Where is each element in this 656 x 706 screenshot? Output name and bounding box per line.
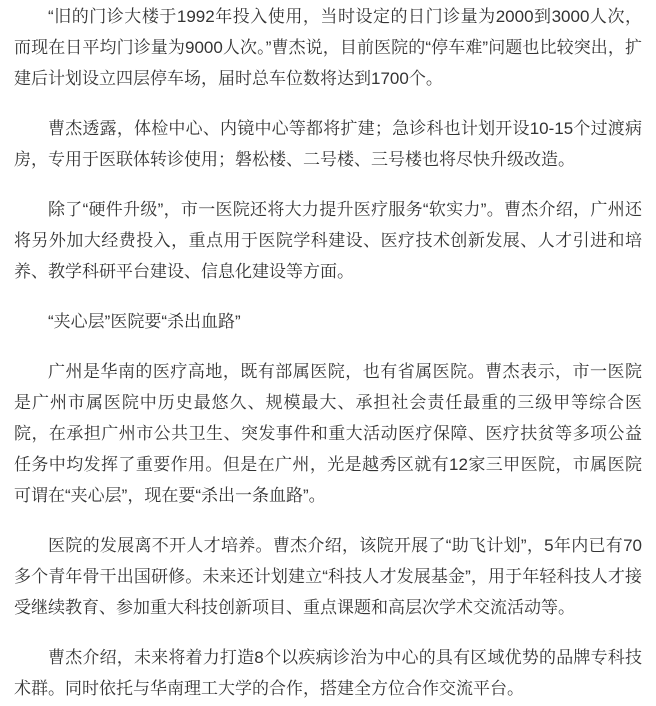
article-paragraph: 除了“硬件升级”，市一医院还将大力提升医疗服务“软实力”。曹杰介绍，广州还将另外加大经费投入，重点用于医院学科建设、医疗技术创新发展、人才引进和培养、教学科研平台建设、信息化建设等方面。 <box>14 200 642 281</box>
article-paragraph: 曹杰透露，体检中心、内镜中心等都将扩建；急诊科也计划开设10-15个过渡病房，专用于医联体转诊使用；磐松楼、二号楼、三号楼也将尽快升级改造。 <box>14 119 642 169</box>
article-body <box>14 1 642 704</box>
section-subheading: “夹心层”医院要“杀出血路” <box>48 312 241 331</box>
article-paragraph: 医院的发展离不开人才培养。曹杰介绍，该院开展了“助飞计划”，5年内已有70多个青年骨干出国研修。未来还计划建立“科技人才发展基金”，用于年轻科技人才接受继续教育、参加重大科技创新项目、重点课题和高层次学术交流活动等。 <box>14 536 642 617</box>
article-paragraph: 广州是华南的医疗高地，既有部属医院，也有省属医院。曹杰表示，市一医院是广州市属医院中历史最悠久、规模最大、承担社会责任最重的三级甲等综合医院，在承担广州市公共卫生、突发事件和重大活动医疗保障、医疗扶贫等多项公益任务中均发挥了重要作用。但是在广州，光是越秀区就有12家三甲医院，市属医院可谓在“夹心层”，现在要“杀出一条血路”。 <box>14 362 642 505</box>
article-paragraph: “旧的门诊大楼于1992年投入使用，当时设定的日门诊量为2000到3000人次，而现在日平均门诊量为9000人次。”曹杰说，目前医院的“停车难”问题也比较突出，扩建后计划设立四层停车场，届时总车位数将达到1700个。 <box>14 7 642 88</box>
article-paragraph: 曹杰介绍，未来将着力打造8个以疾病诊治为中心的具有区域优势的品牌专科技术群。同时依托与华南理工大学的合作，搭建全方位合作交流平台。 <box>14 648 642 698</box>
